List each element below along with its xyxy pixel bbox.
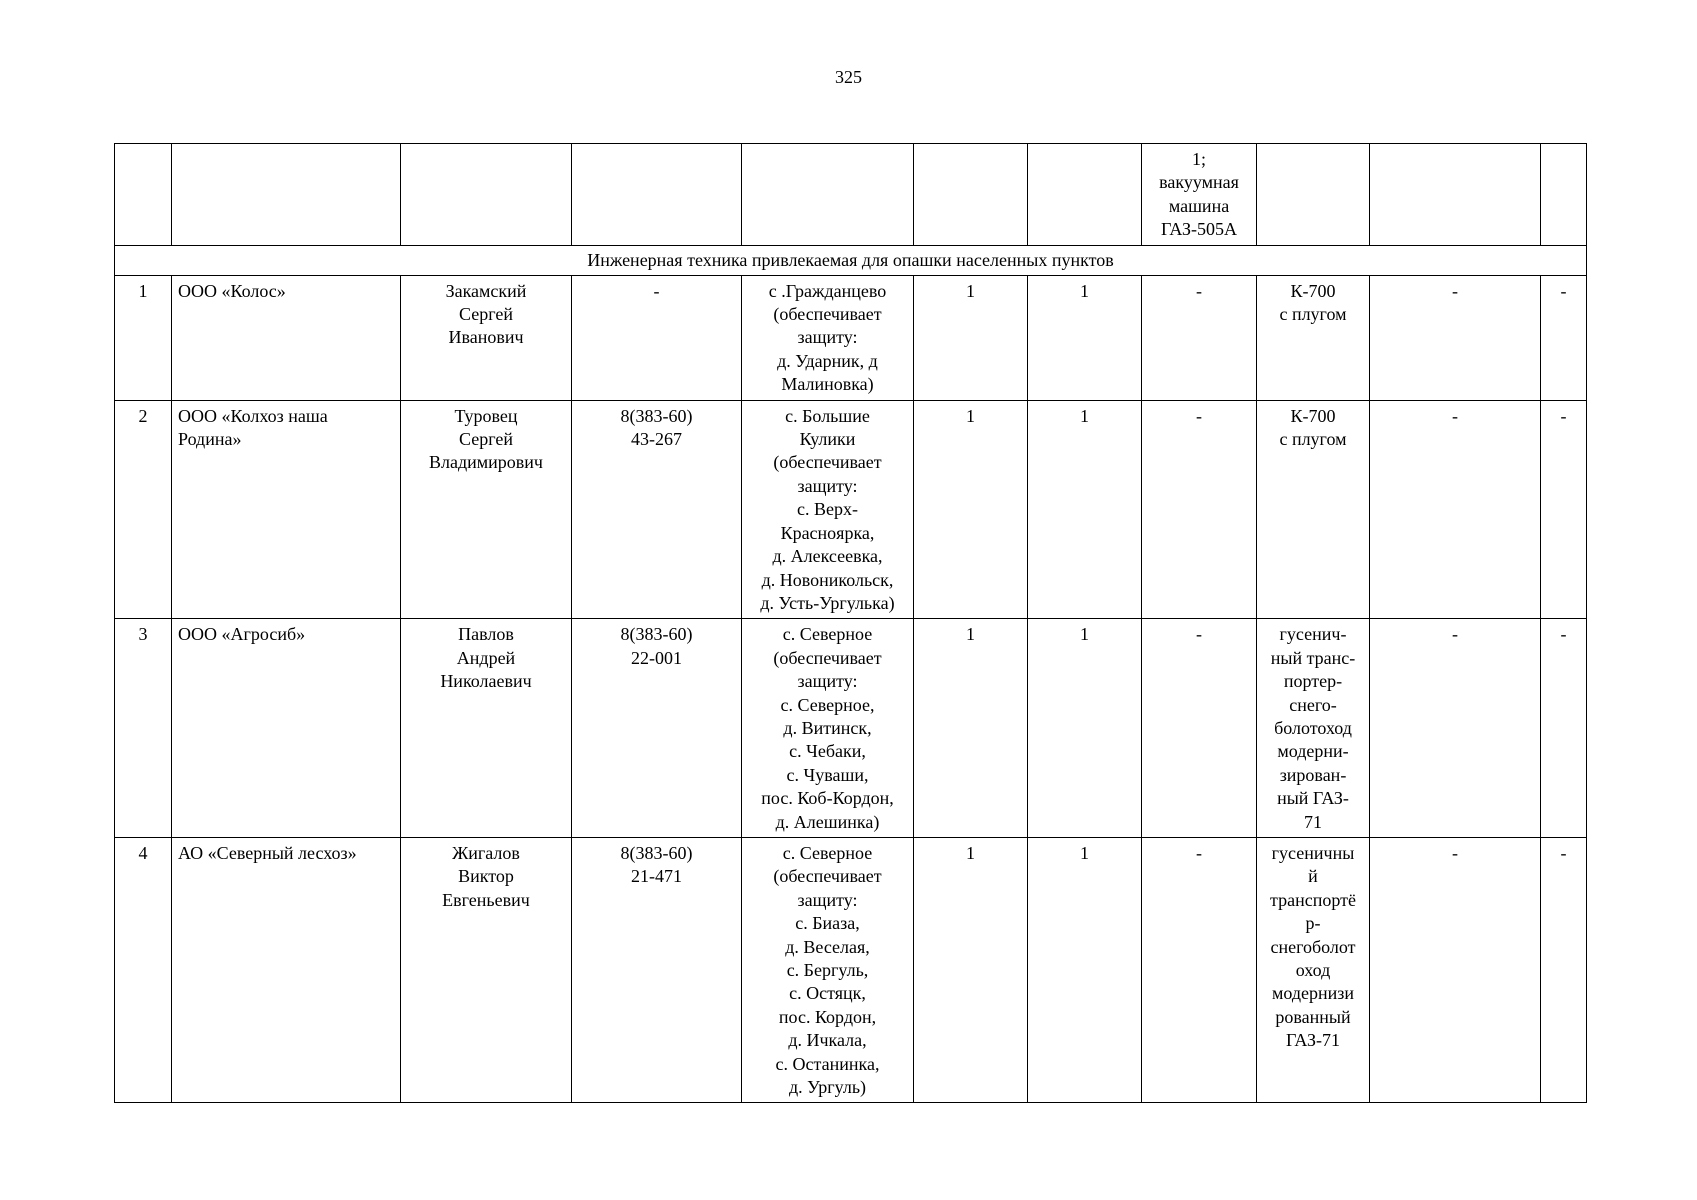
count-cell: 1 [914,619,1028,838]
phone: 8(383-60) 22-001 [572,619,742,838]
count-cell: 1 [1028,619,1142,838]
organization-name: ООО «Агросиб» [172,619,401,838]
count-cell: - [1370,400,1541,619]
equipment-type: К-700 с плугом [1257,400,1370,619]
row-number: 3 [115,619,172,838]
count-cell: - [1370,837,1541,1102]
count-cell: 1 [1028,275,1142,400]
section-title: Инженерная техника привлекаемая для опашки населенных пунктов [115,245,1587,275]
table-row-continuation [115,144,1587,246]
phone: 8(383-60) 21-471 [572,837,742,1102]
count-cell: - [1541,400,1587,619]
count-cell: - [1370,275,1541,400]
count-cell: 1 [1028,400,1142,619]
count-cell: - [1142,837,1257,1102]
phone: 8(383-60) 43-267 [572,400,742,619]
equipment-type: гусеничны й транспортё р- снегоболот оход модернизи рованный ГАЗ-71 [1257,837,1370,1102]
organization-name: ООО «Колхоз наша Родина» [172,400,401,619]
locality: с. Северное (обеспечивает защиту: с. Биаза, д. Веселая, с. Бергуль, с. Остяцк, пос. Кордон, д. Ичкала, с. Останинка, д. Ургуль) [742,837,914,1102]
table-cell [742,144,914,246]
head-name: Туровец Сергей Владимирович [401,400,572,619]
table-cell [172,144,401,246]
head-name: Павлов Андрей Николаевич [401,619,572,838]
head-name: Жигалов Виктор Евгеньевич [401,837,572,1102]
equipment-table [114,143,1587,1103]
section-header-row [115,245,1587,275]
table-row [115,275,1587,400]
count-cell: 1 [914,837,1028,1102]
table-cell [572,144,742,246]
locality: с. Северное (обеспечивает защиту: с. Северное, д. Витинск, с. Чебаки, с. Чуваши, пос. Коб-Кордон, д. Алешинка) [742,619,914,838]
equipment-type: К-700 с плугом [1257,275,1370,400]
locality: с. Большие Кулики (обеспечивает защиту: с. Верх- Краснoярка, д. Алексеевка, д. Новоникольск, д. Усть-Ургулька) [742,400,914,619]
count-cell: - [1370,619,1541,838]
count-cell: - [1541,837,1587,1102]
phone: - [572,275,742,400]
table-cell [1028,144,1142,246]
count-cell: 1 [1028,837,1142,1102]
count-cell: 1 [914,400,1028,619]
table-cell [401,144,572,246]
table-row [115,619,1587,838]
row-number: 2 [115,400,172,619]
count-cell: 1 [914,275,1028,400]
table-cell [1257,144,1370,246]
count-cell: - [1541,619,1587,838]
table-row [115,400,1587,619]
table-cell-vacuum-machine: 1; вакуумная машина ГАЗ-505А [1142,144,1257,246]
count-cell: - [1142,400,1257,619]
head-name: Закамский Сергей Иванович [401,275,572,400]
table-row [115,837,1587,1102]
table-cell [115,144,172,246]
row-number: 4 [115,837,172,1102]
locality: с .Гражданцево (обеспечивает защиту: д. Ударник, д Малиновка) [742,275,914,400]
count-cell: - [1142,619,1257,838]
row-number: 1 [115,275,172,400]
table-cell [1370,144,1541,246]
page-number: 325 [835,67,862,87]
count-cell: - [1142,275,1257,400]
organization-name: ООО «Колос» [172,275,401,400]
organization-name: АО «Северный лесхоз» [172,837,401,1102]
table-cell [914,144,1028,246]
equipment-type: гусенич- ный транс- портер- снего- болотоход модерни- зирован- ный ГАЗ- 71 [1257,619,1370,838]
count-cell: - [1541,275,1587,400]
table-cell [1541,144,1587,246]
